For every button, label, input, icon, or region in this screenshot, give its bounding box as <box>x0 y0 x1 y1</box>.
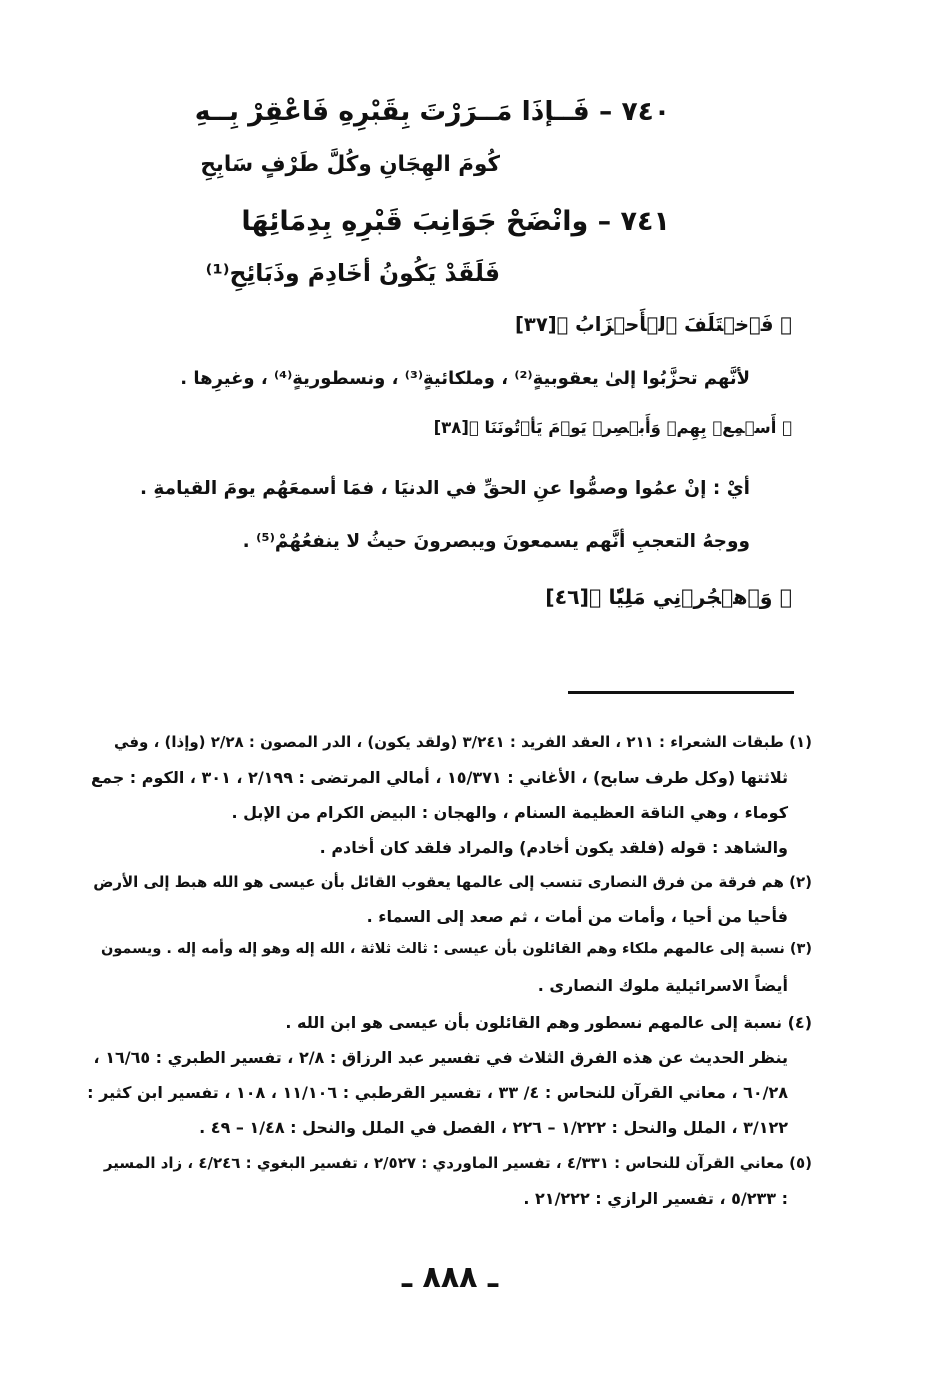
footnote-4-line-3: ٦٠/٢٨ ، معاني القرآن للنحاس : ٤/ ٣٣ ، تفسير القرطبي : ١١/١٠٦ ، ١٠٨ ، تفسير ابن كثير : <box>87 1083 788 1102</box>
commentary-line-deaf-blind: أيْ : إنْ عمُوا وصمُّوا عنِ الحقِّ في الدنيَا ، فمَا أسمعَهُم يومَ القيامةِ . <box>139 478 750 499</box>
footnote-1-line-4: والشاهد : قوله (فلقد يكون أخادم) والمراد فلقد كان أخادم . <box>319 838 788 857</box>
quran-verse-46: ﴿ وَٱهۡجُرۡنِي مَلِيّٗا ﴾[٤٦] <box>545 585 792 609</box>
footnote-1-line-3: كوماء ، وهي الناقة العظيمة السنام ، والهجان : البيض الكرام من الإبل . <box>231 803 788 822</box>
poem-verse-741-first-hemistich: ٧٤١ – وانْضَحْ جَوَانِبَ قَبْرِهِ بِدِمَائِهَا <box>241 206 670 237</box>
footnote-1-line-1: (١) طبقات الشعراء : ٢١١ ، العقد الفريد : ٣/٢٤١ (ولقد يكون) ، الدر المصون : ٢/٢٨ (وإذا) ، وفي <box>114 733 812 751</box>
commentary-line-sects: لأنَّهم تحزَّبُوا إلىٰ يعقوبيةٍ⁽²⁾ ، وملكائيةٍ⁽³⁾ ، ونسطوريةٍ⁽⁴⁾ ، وغيرِها . <box>180 368 750 389</box>
poem-verse-741-second-hemistich: فَلَقَدْ يَكُونُ أخَادِمَ وذَبَائِحِ⁽¹⁾ <box>205 259 500 287</box>
footnote-separator <box>568 691 794 694</box>
footnote-2-line-1: (٢) هم فرقة من فرق النصارى تنسب إلى عالمها يعقوب القائل بأن عيسى هو الله هبط إلى الأرض <box>93 873 812 891</box>
footnote-5-line-2: : ٥/٢٣٣ ، تفسير الرازي : ٢١/٢٢٢ . <box>523 1189 788 1208</box>
footnote-1-line-2: ثلاثتها (وكل طرف سابح) ، الأغاني : ١٥/٣٧١ ، أمالي المرتضى : ٢/١٩٩ ، ٣٠١ ، الكوم : جمع <box>91 768 788 787</box>
quran-verse-38: ﴿ أَسۡمِعۡ بِهِمۡ وَأَبۡصِرۡ يَوۡمَ يَأۡتُونَنَا ﴾[٣٨] <box>433 418 792 437</box>
poem-verse-740-first-hemistich: ٧٤٠ – فَــإذَا مَــرَرْتَ بِقَبْرِهِ فَاعْقِرْ بِــهِ <box>194 96 670 127</box>
footnote-3-line-1: (٣) نسبة إلى عالمهم ملكاء وهم القائلون بأن عيسى : ثالث ثلاثة ، الله إله وهو إله وأمه إله . ويسمون <box>100 941 812 957</box>
footnote-4-line-2: ينظر الحديث عن هذه الفرق الثلاث في تفسير عبد الرزاق : ٢/٨ ، تفسير الطبري : ١٦/٦٥ ، <box>93 1048 788 1067</box>
footnote-4-line-1: (٤) نسبة إلى عالمهم نسطور وهم القائلون بأن عيسى هو ابن الله . <box>285 1013 812 1032</box>
footnote-4-line-4: ٣/١٢٢ ، الملل والنحل : ١/٢٢٢ – ٢٢٦ ، الفصل في الملل والنحل : ١/٤٨ – ٤٩ . <box>199 1118 788 1137</box>
footnote-5-line-1: (٥) معاني القرآن للنحاس : ٤/٣٣١ ، تفسير الماوردي : ٢/٥٢٧ ، تفسير البغوي : ٤/٢٤٦ ، زاد المسير <box>103 1154 812 1172</box>
page-number: ـ ٨٨٨ ـ <box>401 1260 499 1295</box>
quran-verse-37: ﴿ فَٱخۡتَلَفَ ٱلۡأَحۡزَابُ ﴾[٣٧] <box>515 313 792 336</box>
footnote-2-line-2: فأحيا من أحيا ، وأمات من أمات ، ثم صعد إلى السماء . <box>366 907 788 926</box>
commentary-line-wonder: ووجهُ التعجبِ أنَّهم يسمعونَ ويبصرونَ حيثُ لا ينفعُهُمْ⁽⁵⁾ . <box>242 531 750 552</box>
footnote-3-line-2: أيضاً الاسرائيلية ملوك النصارى . <box>537 976 788 995</box>
poem-verse-740-second-hemistich: كُومَ الهِجَانِ وكُلَّ طَرْفٍ سَابِحِ <box>200 152 500 177</box>
